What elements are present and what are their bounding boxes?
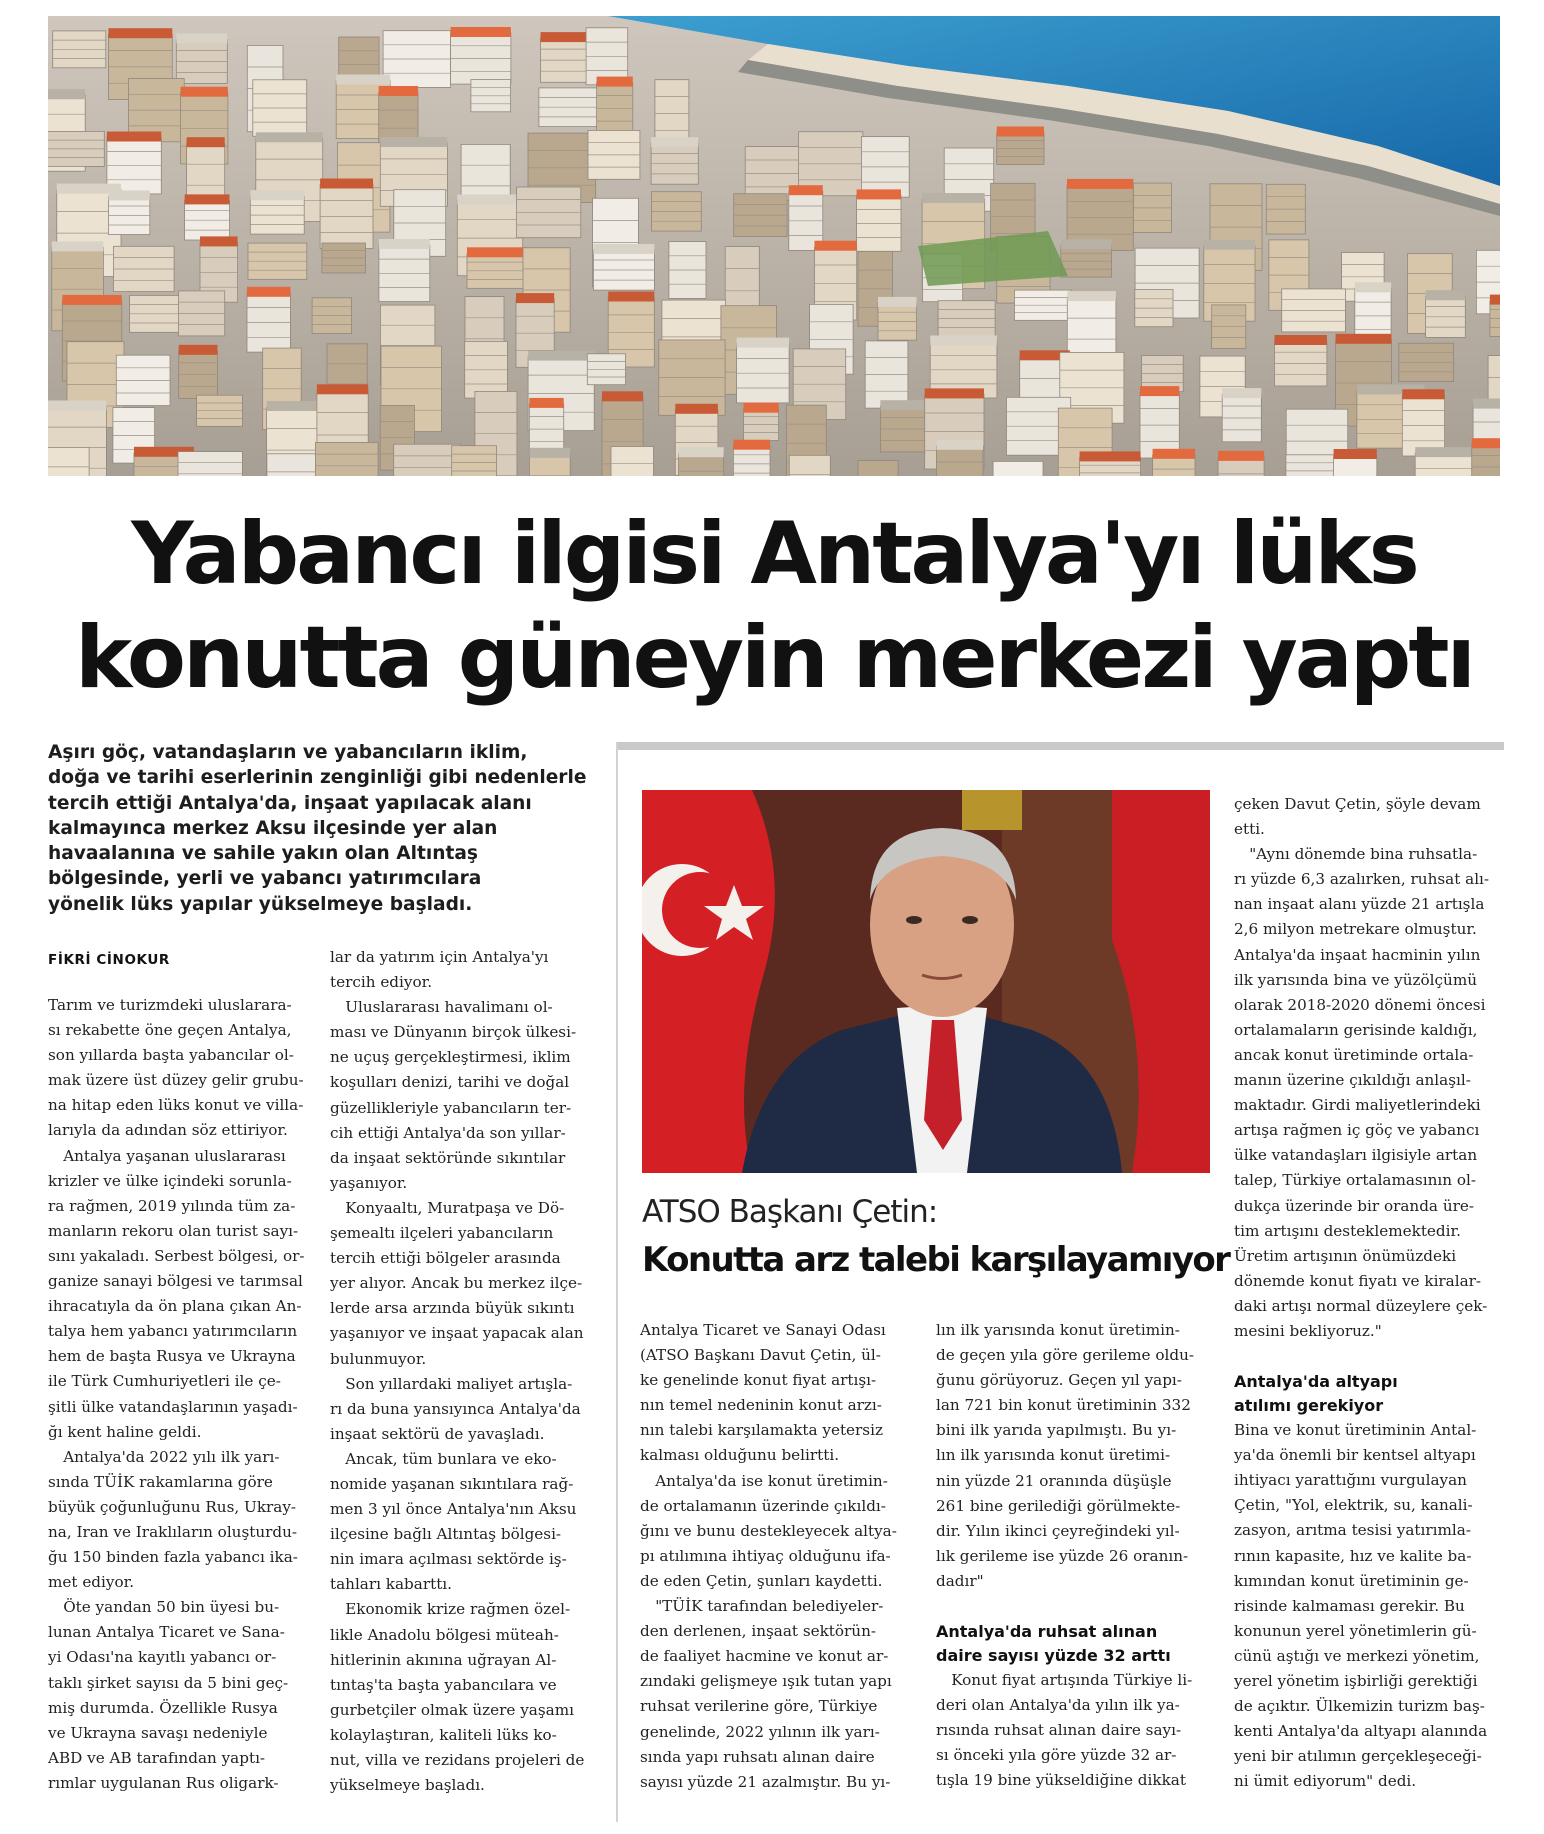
text-line: tercih ettiği bölgeler arasında [330,1249,561,1268]
text-line: risinde kalmaması gerekir. Bu [1234,1596,1465,1615]
text-line: güzellikleriyle yabancıların ter- [330,1098,572,1117]
text-line: ve Ukrayna savaşı nedeniyle [48,1723,268,1742]
text-line: sında yapı ruhsatı alınan daire [640,1747,875,1766]
text-line: rının kapasite, hız ve kalite ba- [1234,1546,1472,1565]
text-line: rı yüzde 6,3 azalırken, ruhsat alı- [1234,870,1490,889]
text-line: Bina ve konut üretiminin Antal- [1234,1421,1477,1440]
text-line: şitli ülke vatandaşlarının yaşadı- [48,1397,298,1416]
text-line: den derlenen, inşaat sektörün- [640,1622,876,1641]
text-line: deri olan Antalya'da yılın ilk ya- [936,1696,1180,1715]
text-line: tışla 19 bine yükseldiğine dikkat [936,1771,1186,1790]
text-line: koşulları denizi, tarihi ve doğal [330,1073,570,1092]
body-column-3 [640,1318,908,1795]
text-line: "Aynı dönemde bina ruhsatla- [1234,845,1478,864]
panel-title: Konutta arz talebi karşılayamıyor [642,1240,1230,1280]
text-line: artışa rağmen iç göç ve yabancı [1234,1121,1480,1140]
text-line: ihracatıyla da ön plana çıkan An- [48,1297,302,1316]
text-line: tercih ediyor. [330,973,433,992]
text-line: Uluslararası havalimanı ol- [330,998,553,1017]
text-line: ABD ve AB tarafından yaptı- [48,1748,266,1767]
text-line: yi Odası'na kayıtlı yabancı or- [48,1648,277,1667]
headline-line-2: konutta güneyin merkezi yaptı [75,608,1473,708]
text-line: ğı kent haline geldi. [48,1422,202,1441]
text-line: dukça üzerinde bir oranda üre- [1234,1196,1474,1215]
text-line: nin yüzde 21 oranında düşüşle [936,1471,1172,1490]
author-byline: FİKRİ CİNOKUR [48,952,170,968]
text-line: Antalya'da ruhsat alınan [936,1622,1158,1642]
column-4-text-continued [936,1668,1208,1793]
lead-line: doğa ve tarihi eserlerinin zenginliği gibi nedenlerle [48,767,587,789]
text-line: likle Anadolu bölgesi müteah- [330,1625,559,1644]
text-line: rı da buna yansıyınca Antalya'da [330,1399,581,1418]
text-line: şemealtı ilçeleri yabancıların [330,1224,554,1243]
text-line: lık gerileme ise yüzde 26 oranın- [936,1546,1189,1565]
body-column-1 [48,993,318,1796]
text-line: zasyon, arıtma tesisi yatırımla- [1234,1521,1471,1540]
text-line: cih ettiği Antalya'da son yıllar- [330,1123,566,1142]
text-line: nan inşaat alanı yüzde 21 artışla [1234,895,1485,914]
text-line: kolaylaştıran, kaliteli lüks ko- [330,1725,557,1744]
text-line: 2,6 milyon metrekare olmuştur. [1234,920,1477,939]
text-line: mesini bekliyoruz." [1234,1321,1382,1340]
text-line: mak üzere üst düzey gelir grubu- [48,1071,304,1090]
text-line: tim artışını desteklemektedir. [1234,1221,1461,1240]
text-line: zındaki gelişmeye ışık tutan yapı [640,1672,892,1691]
text-line: nın temel nedeninin konut arzı- [640,1396,882,1415]
body-column-4 [936,1318,1208,1794]
text-line: taklı şirket sayısı da 5 bini geç- [48,1673,289,1692]
text-line: sayısı yüzde 21 azalmıştır. Bu yı- [640,1772,891,1791]
lead-line: havaalanına ve sahile yakın olan Altıntaş [48,843,478,865]
text-line: yükselmeye başladı. [330,1776,485,1795]
text-line: ra rağmen, 2019 yılında tüm za- [48,1196,296,1215]
text-line: genelinde, 2022 yılının ilk yarı- [640,1722,880,1741]
text-line: Çetin, "Yol, elektrik, su, kanali- [1234,1496,1473,1515]
text-line: ni ümit ediyorum" dedi. [1234,1772,1417,1791]
text-line: lar da yatırım için Antalya'yı [330,948,549,966]
text-line: ülke vatandaşları ilgisiyle artan [1234,1146,1478,1165]
panel-divider [616,742,618,1822]
text-line: Antalya Ticaret ve Sanayi Odası [640,1321,886,1339]
text-line: lerde arsa arzında büyük sıkıntı [330,1299,575,1318]
text-line: ne uçuş gerçekleştirmesi, iklim [330,1048,571,1067]
text-line: lın ilk yarısında konut üretimin- [936,1321,1180,1339]
lead-paragraph [48,740,608,917]
text-line: rısında ruhsat alınan daire sayı- [936,1721,1182,1740]
text-line: ihtiyacı yarattığını vurgulayan [1234,1471,1467,1490]
text-line: Antalya'da altyapı [1234,1372,1398,1392]
text-line: yaşanıyor ve inşaat yapacak alan [330,1324,584,1343]
text-line: nomide yaşanan sıkıntılara rağ- [330,1474,574,1493]
text-line: bini ilk yarıda yapılmıştı. Bu yı- [936,1421,1177,1440]
text-line: dir. Yılın ikinci çeyreğindeki yıl- [936,1521,1180,1540]
text-line: ke genelinde konut fiyat artışı- [640,1371,877,1390]
text-line: ğını ve bunu destekleyecek altya- [640,1521,897,1540]
text-line: Ancak, tüm bunlara ve eko- [330,1449,557,1468]
text-line: krizler ve ülke içindeki sorunla- [48,1171,292,1190]
text-line: kenti Antalya'da altyapı alanında [1234,1722,1488,1741]
text-line: inşaat sektörü de yavaşladı. [330,1424,545,1443]
text-line: dönemde konut fiyatı ve kiralar- [1234,1271,1482,1290]
text-line: Konut fiyat artışında Türkiye li- [936,1671,1193,1690]
portrait-photo-davut-cetin [642,790,1210,1173]
text-line: manın üzerine çıkıldığı anlaşıl- [1234,1071,1471,1090]
column-5-text [1234,792,1504,1344]
subhead-ruhsat [936,1620,1208,1668]
text-line: ilk yarısında bina ve yüzölçümü [1234,970,1478,989]
text-line: yaşanıyor. [330,1173,408,1192]
text-line: atılımı gerekiyor [1234,1396,1384,1416]
lead-line: tercih ettiği Antalya'da, inşaat yapılacak alanı [48,792,532,814]
text-line: talep, Türkiye ortalamasının ol- [1234,1171,1476,1190]
text-line: na, Iran ve Iraklıların oluşturdu- [48,1522,298,1541]
text-line: Antalya'da inşaat hacminin yılın [1234,945,1481,964]
text-line: sını yakaladı. Serbest bölgesi, or- [48,1246,305,1265]
text-line: sı rekabette öne geçen Antalya, [48,1021,292,1040]
text-line: sı önceki yıla göre yüzde 32 ar- [936,1746,1177,1765]
text-line: Üretim artışının önümüzdeki [1234,1246,1457,1265]
lead-line: Aşırı göç, vatandaşların ve yabancıların iklim, [48,742,528,763]
column-5-text-continued [1234,1418,1504,1794]
text-line: tıntaş'ta başta yabancılara ve [330,1675,557,1694]
text-line: Antalya'da ise konut üretimin- [640,1471,888,1490]
body-column-2 [330,945,592,1798]
text-line: ganize sanayi bölgesi ve tarımsal [48,1272,303,1291]
text-line: na hitap eden lüks konut ve villa- [48,1096,304,1115]
text-line: Konyaaltı, Muratpaşa ve Dö- [330,1198,565,1217]
text-line: olarak 2018-2020 dönemi öncesi [1234,995,1486,1014]
text-line: çeken Davut Çetin, şöyle devam [1234,795,1481,813]
hero-photo-antalya-aerial [48,16,1500,476]
text-line: lan 721 bin konut üretiminin 332 [936,1396,1191,1415]
text-line: kımından konut üretiminin ge- [1234,1571,1469,1590]
text-line: yer alıyor. Ancak bu merkez ilçe- [330,1274,583,1293]
text-line: talya hem yabancı yatırımcıların [48,1322,298,1341]
text-line: lunan Antalya Ticaret ve Sana- [48,1623,285,1642]
body-column-5 [1234,792,1504,1794]
text-line: hitlerinin akınına uğrayan Al- [330,1650,557,1669]
text-line: cünü aştığı ve merkezi yönetim, [1234,1646,1480,1665]
text-line: ması ve Dünyanın birçok ülkesi- [330,1023,577,1042]
text-line: yerel yönetim işbirliği gerektiği [1234,1672,1478,1690]
text-line: Son yıllardaki maliyet artışla- [330,1374,573,1393]
text-line: Tarım ve turizmdeki uluslarara- [48,996,292,1014]
text-line: gurbetçiler olmak üzere yaşamı [330,1700,574,1719]
text-line: etti. [1234,820,1265,839]
lead-line: kalmayınca merkez Aksu ilçesinde yer alan [48,817,498,839]
text-line: met ediyor. [48,1573,135,1592]
text-line: konunun yerel yönetimlerin gü- [1234,1621,1477,1640]
text-line: hem de başta Rusya ve Ukrayna [48,1347,296,1366]
text-line: bulunmuyor. [330,1349,427,1368]
text-line: kalması olduğunu belirtti. [640,1446,840,1465]
text-line: "TÜİK tarafından belediyeler- [640,1597,884,1616]
lead-line: bölgesinde, yerli ve yabancı yatırımcılara [48,868,482,890]
text-line: daki artışı normal düzeylere çek- [1234,1296,1488,1315]
text-line: pı atılımına ihtiyaç olduğunu ifa- [640,1546,891,1565]
headline-line-1: Yabancı ilgisi Antalya'yı lüks [131,504,1417,604]
text-line: ya'da önemli bir kentsel altyapı [1234,1446,1476,1465]
text-line: de faaliyet hacmine ve konut ar- [640,1647,889,1666]
text-line: miş durumda. Özellikle Rusya [48,1698,278,1717]
text-line: son yıllarda başta yabancılar ol- [48,1046,294,1065]
text-line: ğunu görüyoruz. Geçen yıl yapı- [936,1371,1182,1390]
text-line: sında TÜİK rakamlarına göre [48,1472,273,1491]
text-line: büyük çoğunluğunu Rus, Ukray- [48,1497,297,1516]
text-line: yeni bir atılımın gerçekleşeceği- [1234,1747,1482,1766]
text-line: de ortalamanın üzerinde çıkıldı- [640,1496,886,1515]
headline [48,502,1500,710]
panel-kicker: ATSO Başkanı Çetin: [642,1194,938,1230]
text-line: larıyla da adından söz ettiriyor. [48,1121,288,1140]
text-line: ortalamaların gerisinde kaldığı, [1234,1020,1478,1039]
subhead-altyapi [1234,1370,1504,1418]
text-line: Öte yandan 50 bin üyesi bu- [48,1598,280,1617]
text-line: ruhsat verilerine göre, Türkiye [640,1697,878,1716]
text-line: nut, villa ve rezidans projeleri de [330,1751,585,1769]
text-line: daire sayısı yüzde 32 arttı [936,1646,1171,1666]
text-line: 261 bine gerilediği görülmekte- [936,1496,1181,1515]
text-line: ancak konut üretiminde ortala- [1234,1045,1474,1064]
text-line: maktadır. Girdi maliyetlerindeki [1234,1096,1481,1115]
text-line: da inşaat sektöründe sıkıntılar [330,1148,566,1167]
text-line: nin imara açılması sektörde iş- [330,1550,567,1569]
text-line: rımlar uygulanan Rus oligark- [48,1773,279,1792]
text-line: lın ilk yarısında konut üretimi- [936,1446,1171,1465]
text-line: Antalya'da 2022 yılı ilk yarı- [48,1447,280,1466]
text-line: men 3 yıl önce Antalya'nın Aksu [330,1500,577,1519]
text-line: ilçesine bağlı Altıntaş bölgesi- [330,1525,562,1544]
text-line: dadır" [936,1571,984,1590]
text-line: manların rekoru olan turist sayı- [48,1221,299,1240]
text-line: (ATSO Başkanı Davut Çetin, ül- [640,1346,881,1365]
text-line: nın talebi karşılamakta yetersiz [640,1421,883,1440]
text-line: tahları kabarttı. [330,1575,452,1594]
column-4-text [936,1318,1208,1594]
text-line: de eden Çetin, şunları kaydetti. [640,1571,883,1590]
text-line: ğu 150 binden fazla yabancı ika- [48,1548,298,1567]
text-line: ile Türk Cumhuriyetleri ile çe- [48,1372,281,1391]
lead-line: yönelik lüks yapılar yükselmeye başladı. [48,893,473,915]
text-line: Antalya yaşanan uluslararası [48,1146,286,1165]
text-line: de açıktır. Ülkemizin turizm baş- [1234,1697,1485,1716]
text-line: de geçen yıla göre gerileme oldu- [936,1346,1194,1365]
text-line: Ekonomik krize rağmen özel- [330,1600,571,1619]
panel-top-rule [616,742,1504,750]
